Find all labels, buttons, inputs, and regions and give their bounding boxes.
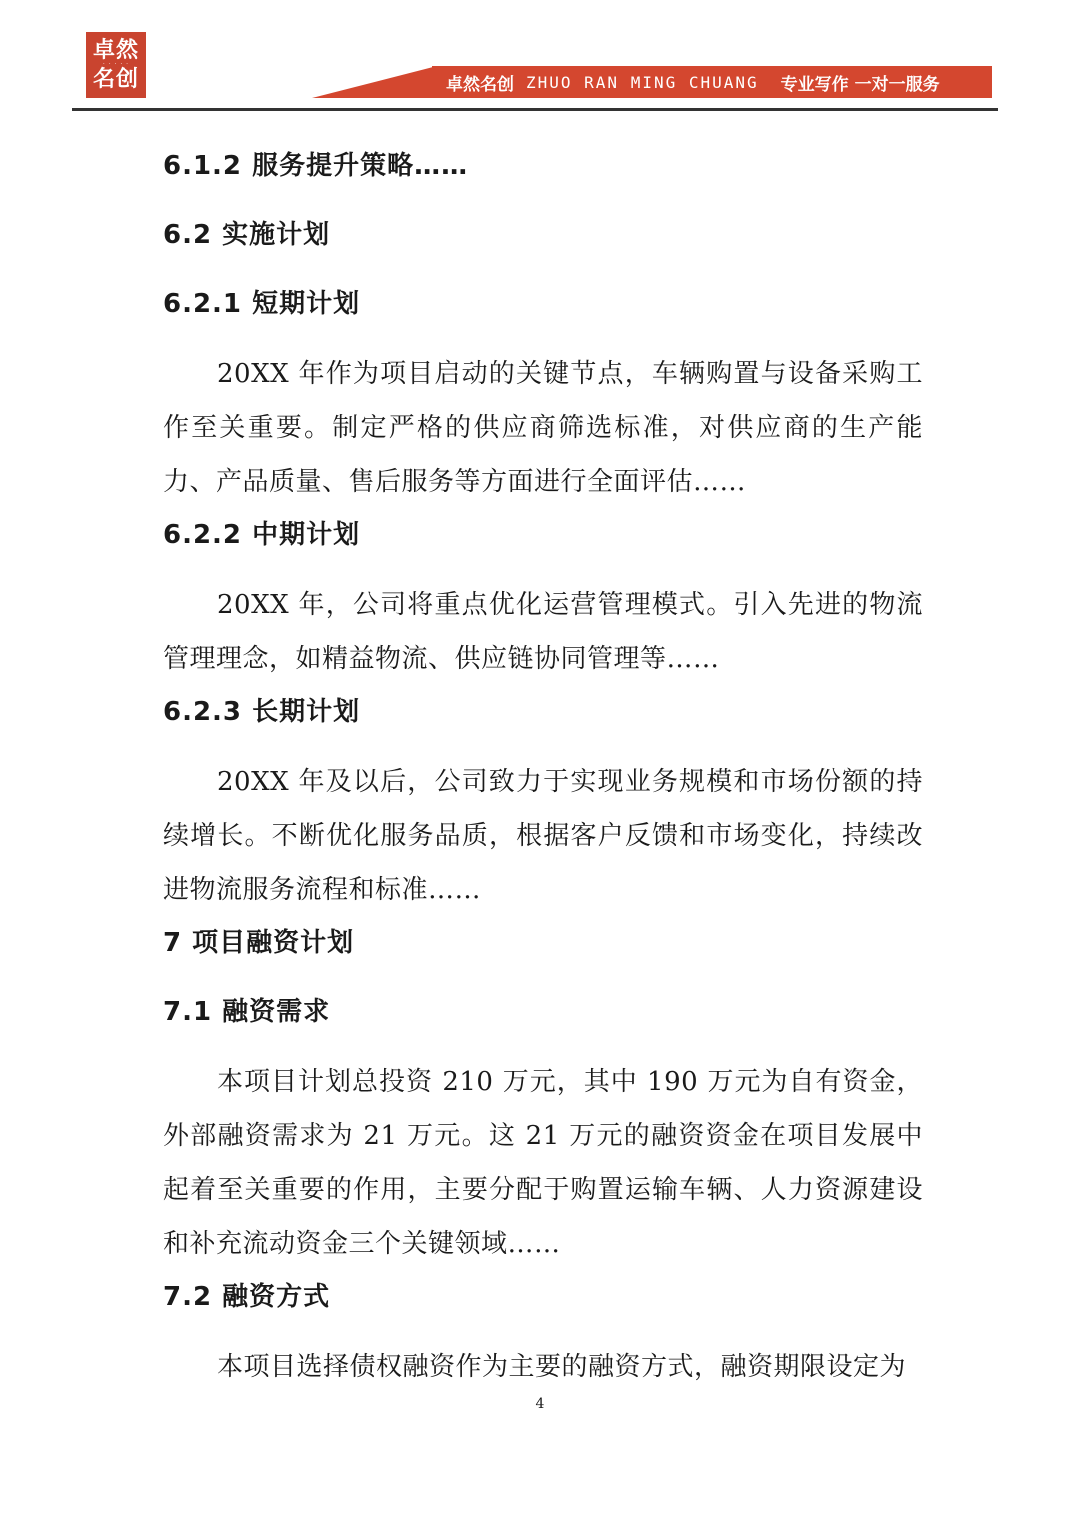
paragraph-6-2-2: 20XX 年，公司将重点优化运营管理模式。引入先进的物流管理理念，如精益物流、供应链协同管理等…… [163,590,923,674]
document-body [163,140,923,1394]
header-wedge-shape [312,66,437,98]
logo-divider: · · · · · [102,60,130,68]
page-number: 4 [535,1396,545,1412]
paragraph-6-2-1: 20XX 年作为项目启动的关键节点，车辆购置与设备采购工作至关重要。制定严格的供应商筛选标准，对供应商的生产能力、产品质量、售后服务等方面进行全面评估…… [163,359,923,497]
paragraph-7-1: 本项目计划总投资 210 万元，其中 190 万元为自有资金，外部融资需求为 21 万元。这 21 万元的融资资金在项目发展中起着至关重要的作用，主要分配于购置运输车辆、人力资源建设和补充流动资金三个关键领域…… [163,1067,923,1259]
heading-7: 7 项目融资计划 [163,928,355,958]
heading-7-1: 7.1 融资需求 [163,997,331,1027]
brand-logo [86,32,146,98]
banner-brand-cn: 卓然名创 [446,74,514,95]
heading-7-2: 7.2 融资方式 [163,1282,331,1312]
paragraph-6-2-3: 20XX 年及以后，公司致力于实现业务规模和市场份额的持续增长。不断优化服务品质，根据客户反馈和市场变化，持续改进物流服务流程和标准…… [163,767,923,905]
header-divider [72,108,998,111]
heading-6-1-2: 6.1.2 服务提升策略…… [163,151,469,181]
header-banner [432,66,992,98]
logo-text-line2: 名创 [92,66,139,93]
heading-6-2-3: 6.2.3 长期计划 [163,697,361,727]
heading-6-2-2: 6.2.2 中期计划 [163,520,361,550]
paragraph-7-2: 本项目选择债权融资作为主要的融资方式，融资期限设定为 [217,1352,907,1382]
logo-text-line1: 卓然 [92,36,139,63]
banner-service: 专业写作 一对一服务 [780,74,940,95]
heading-6-2-1: 6.2.1 短期计划 [163,289,361,319]
heading-6-2: 6.2 实施计划 [163,220,331,250]
banner-brand-latin: ZHUO RAN MING CHUANG [526,72,759,92]
